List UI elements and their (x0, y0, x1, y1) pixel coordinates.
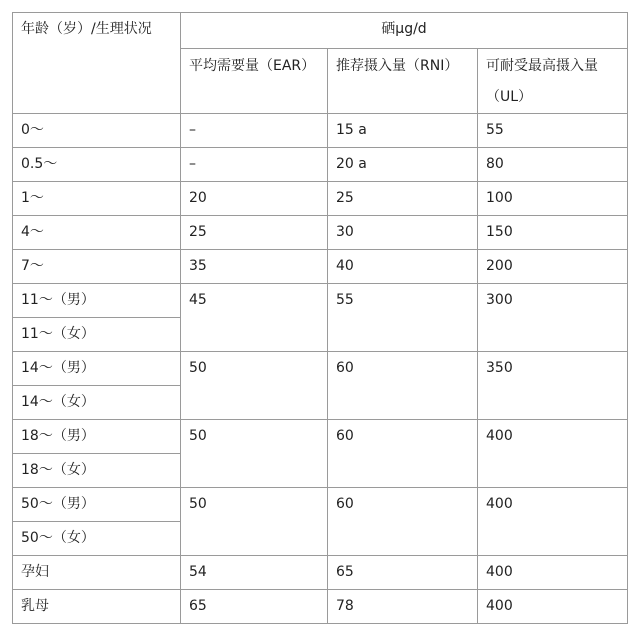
rni-cell: 15 a (328, 114, 478, 148)
header-ear: 平均需要量（EAR） (181, 49, 328, 114)
ul-cell: 55 (478, 114, 628, 148)
rni-cell: 40 (328, 250, 478, 284)
table-row (13, 352, 628, 386)
age-cell: 18～（男） (13, 420, 181, 454)
age-cell: 孕妇 (13, 556, 181, 590)
rni-cell: 25 (328, 182, 478, 216)
age-cell: 0.5～ (13, 148, 181, 182)
ul-cell: 80 (478, 148, 628, 182)
age-cell: 1～ (13, 182, 181, 216)
rni-cell: 20 a (328, 148, 478, 182)
table-row (13, 216, 628, 250)
ul-cell: 400 (478, 590, 628, 624)
rni-cell: 60 (328, 352, 478, 420)
ul-cell: 400 (478, 420, 628, 488)
age-cell: 4～ (13, 216, 181, 250)
ear-cell: 50 (181, 488, 328, 556)
ul-cell: 400 (478, 556, 628, 590)
ear-cell: – (181, 148, 328, 182)
table-row (13, 284, 628, 318)
table-row (13, 488, 628, 522)
header-ul: 可耐受最高摄入量（UL） (478, 49, 628, 114)
age-cell: 18～（女） (13, 454, 181, 488)
ul-cell: 400 (478, 488, 628, 556)
table-row (13, 590, 628, 624)
ear-cell: 50 (181, 420, 328, 488)
table-row (13, 556, 628, 590)
table-row (13, 148, 628, 182)
age-cell: 0～ (13, 114, 181, 148)
rni-cell: 60 (328, 420, 478, 488)
selenium-intake-table (12, 12, 628, 624)
header-rni: 推荐摄入量（RNI） (328, 49, 478, 114)
ear-cell: 45 (181, 284, 328, 352)
age-cell: 7～ (13, 250, 181, 284)
rni-cell: 65 (328, 556, 478, 590)
table-row (13, 420, 628, 454)
age-cell: 乳母 (13, 590, 181, 624)
ear-cell: 20 (181, 182, 328, 216)
age-cell: 14～（男） (13, 352, 181, 386)
ul-cell: 100 (478, 182, 628, 216)
rni-cell: 55 (328, 284, 478, 352)
ear-cell: – (181, 114, 328, 148)
ear-cell: 25 (181, 216, 328, 250)
header-selenium-group: 硒μg/d (181, 13, 628, 49)
age-cell: 50～（男） (13, 488, 181, 522)
age-cell: 11～（女） (13, 318, 181, 352)
header-age-status: 年龄（岁）/生理状况 (13, 13, 181, 114)
age-cell: 14～（女） (13, 386, 181, 420)
ear-cell: 54 (181, 556, 328, 590)
ul-cell: 150 (478, 216, 628, 250)
ul-cell: 350 (478, 352, 628, 420)
header-row-1 (13, 13, 628, 49)
rni-cell: 78 (328, 590, 478, 624)
age-cell: 11～（男） (13, 284, 181, 318)
age-cell: 50～（女） (13, 522, 181, 556)
ul-cell: 200 (478, 250, 628, 284)
rni-cell: 60 (328, 488, 478, 556)
table-row (13, 114, 628, 148)
ear-cell: 35 (181, 250, 328, 284)
ear-cell: 65 (181, 590, 328, 624)
ul-cell: 300 (478, 284, 628, 352)
table-row (13, 250, 628, 284)
table-body (13, 13, 628, 624)
ear-cell: 50 (181, 352, 328, 420)
table-row (13, 182, 628, 216)
rni-cell: 30 (328, 216, 478, 250)
